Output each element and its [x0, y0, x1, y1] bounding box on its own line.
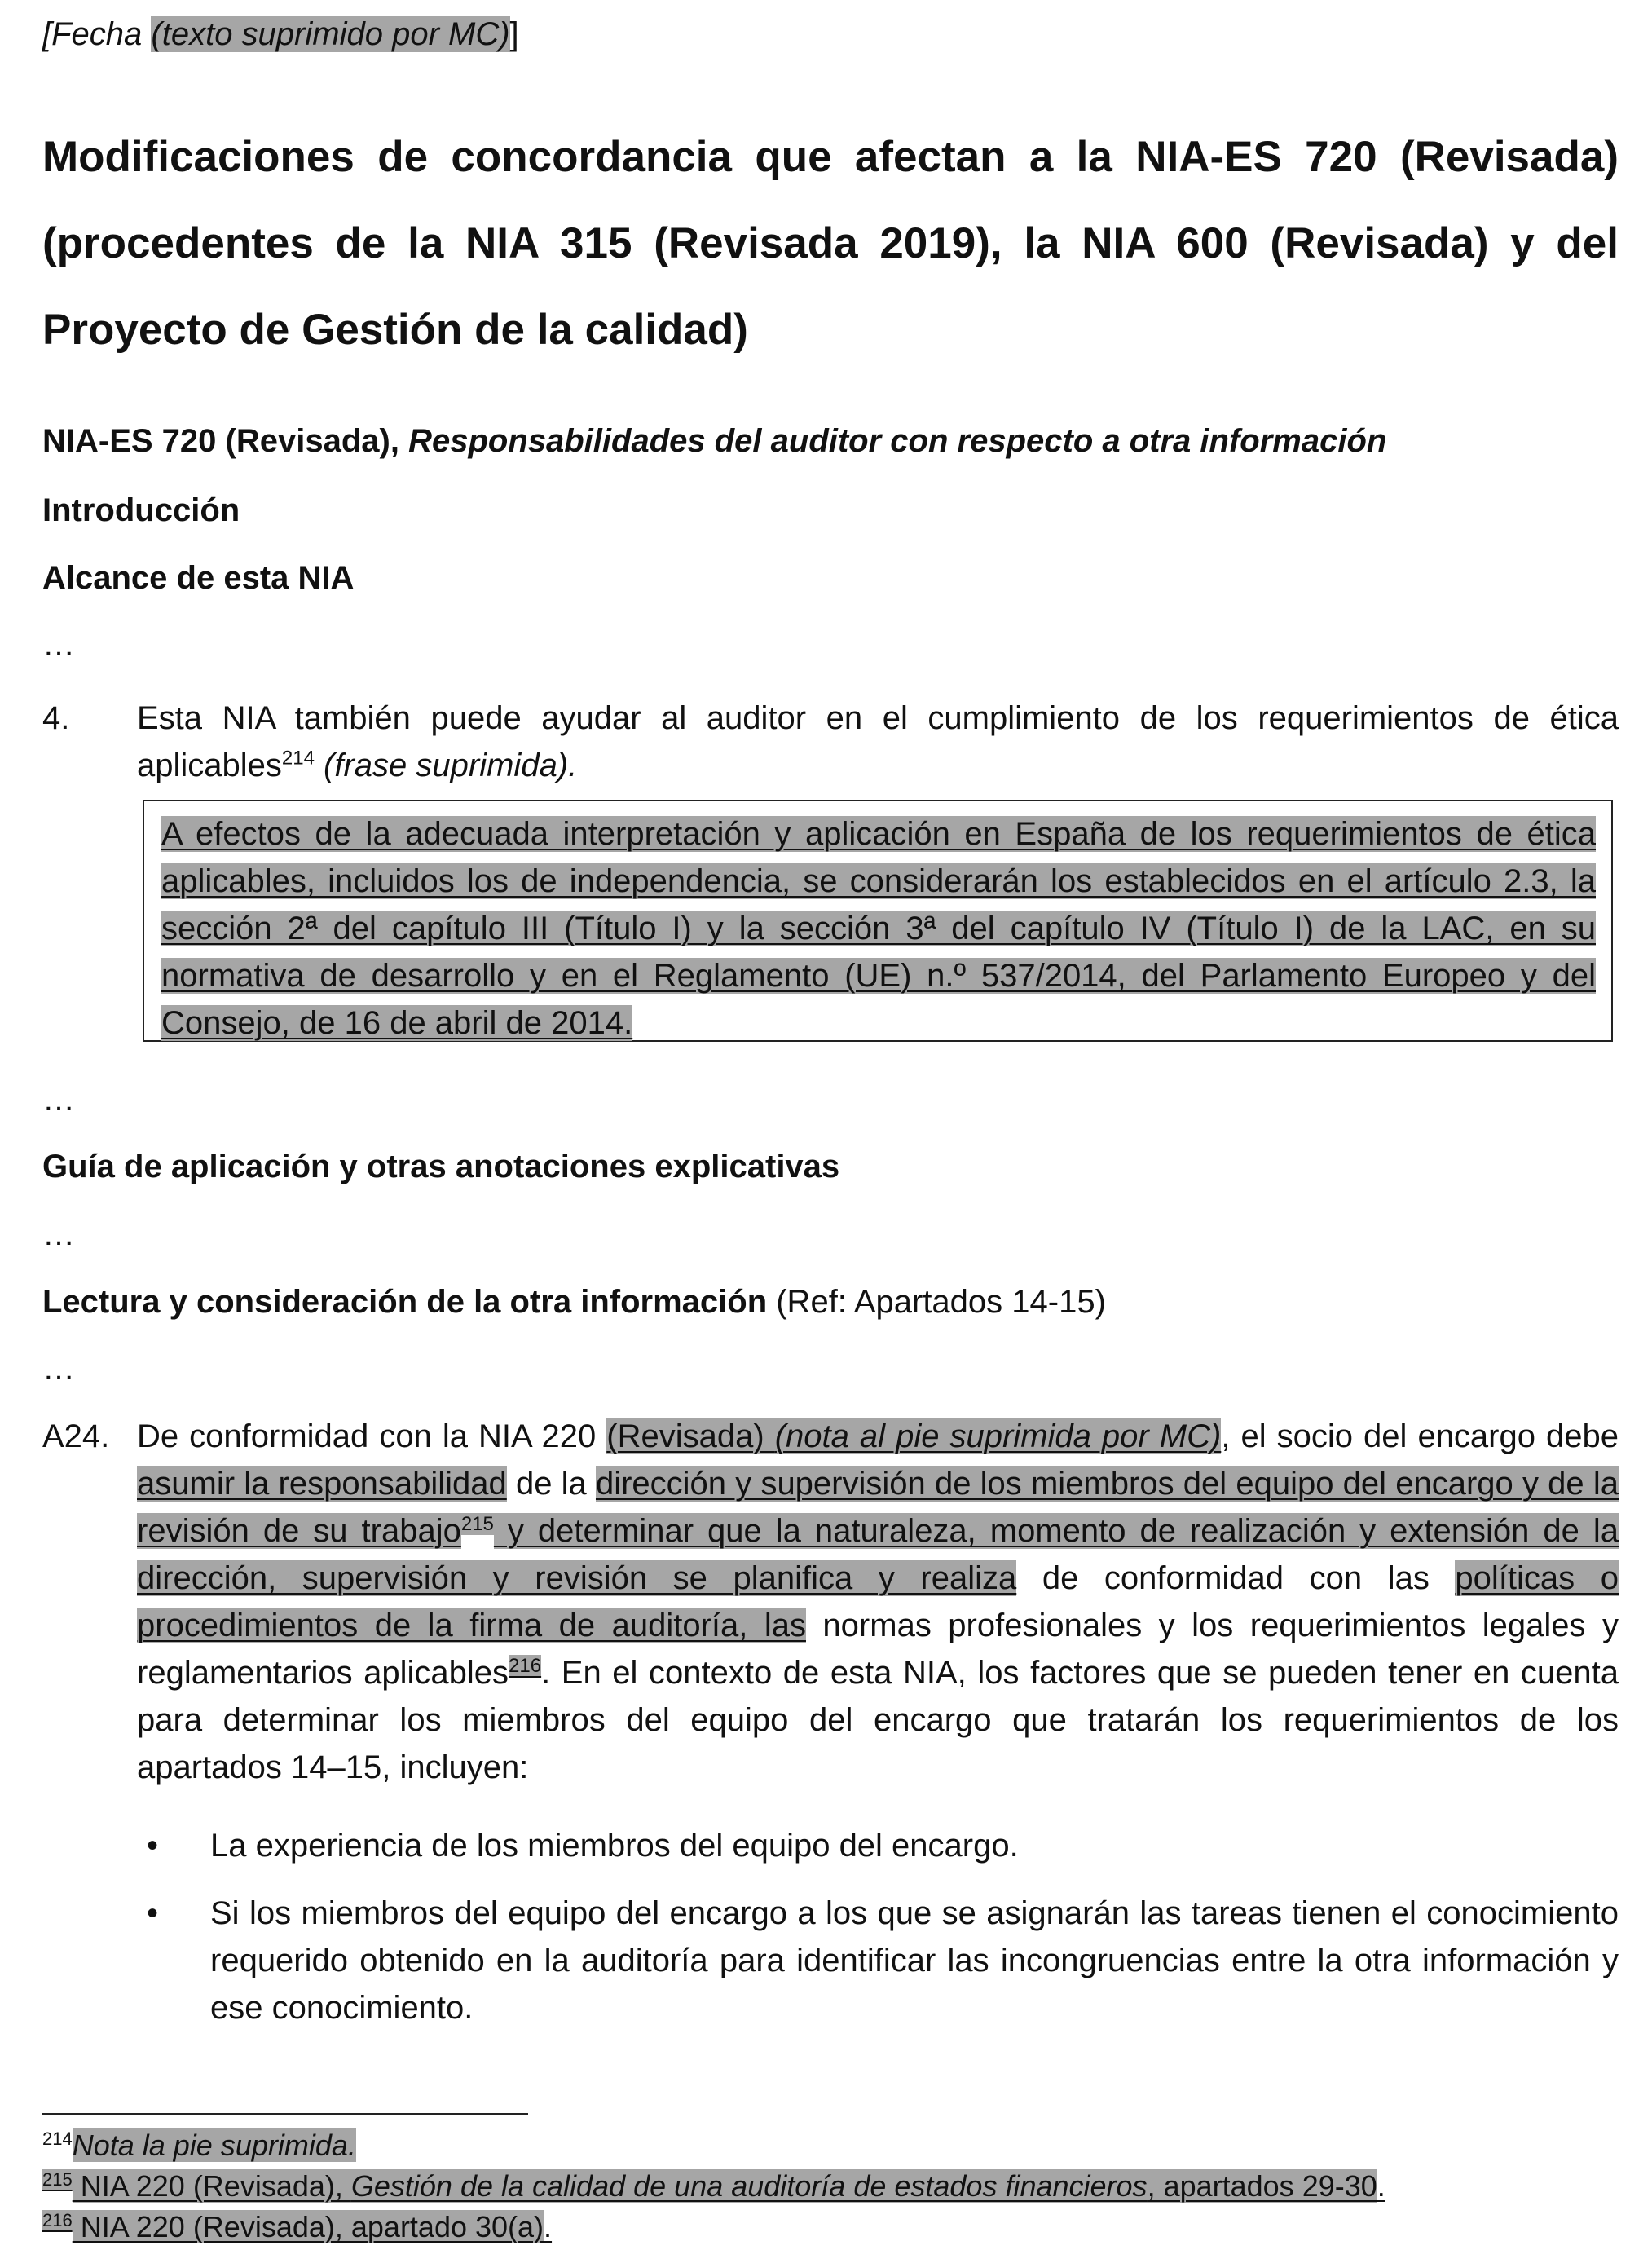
footnote-215 — [42, 2166, 1385, 2207]
a24-highlight: y determinar que la naturaleza, momento de realización y extensión de la dirección, supervisión y revisión se planifica y realiza — [137, 1513, 1619, 1596]
footnote-text: . — [544, 2210, 553, 2243]
footnote-text: Gestión de la calidad de una auditoría de estados financieros — [350, 2169, 1148, 2203]
paragraph-4-suffix: (frase suprimida). — [314, 748, 578, 783]
bullet-icon: • — [147, 1828, 159, 1864]
paragraph-number-4: 4. — [42, 700, 70, 736]
list-item — [137, 1822, 1619, 1869]
reading-heading — [42, 1278, 1106, 1326]
paragraph-a24 — [137, 1413, 1619, 1791]
ellipsis: … — [42, 1216, 75, 1252]
a24-text: de la — [506, 1466, 596, 1502]
reading-heading-ref: (Ref: Apartados 14-15) — [767, 1284, 1106, 1320]
paragraph-number-a24: A24. — [42, 1418, 110, 1454]
spain-note-content: A efectos de la adecuada interpretación y aplicación en España de los requerimientos de ética aplicables, incluidos los de independencia, se considerarán los establecidos en el artículo 2.3, la sección 2ª del capítulo III (Título I) y la sección 3ª del capítulo IV (Título I) de la LAC, en su normativa de desarrollo y en el Reglamento (UE) n.º 537/2014, del Parlamento Europeo y del Consejo, de 16 de abril de 2014. — [161, 816, 1596, 1041]
a24-text: normas profesionales y los requerimientos legales y reglamentarios aplicables — [137, 1608, 1619, 1691]
footnote-ref-216: 216 — [509, 1654, 542, 1677]
list-item — [137, 1890, 1619, 2031]
footnote-text: . — [1377, 2169, 1385, 2203]
a24-text: . En el contexto de esta NIA, los factores que se pueden tener en cuenta para determinar los miembros del equipo del encargo que tratarán los requerimientos de los apartados 14–15, incluyen: — [137, 1655, 1619, 1785]
footnote-number: 214 — [42, 2128, 73, 2149]
scope-heading: Alcance de esta NIA — [42, 560, 355, 596]
spain-note-text — [161, 810, 1596, 1047]
footnote-text: NIA 220 (Revisada), apartado 30(a) — [72, 2210, 544, 2243]
a24-text: De conformidad con la NIA 220 — [137, 1418, 607, 1454]
ellipsis: … — [42, 1351, 75, 1387]
footnote-text: Nota la pie suprimida. — [72, 2128, 356, 2162]
date-suffix: ] — [509, 16, 519, 52]
footnote-text: , apartados 29-30 — [1147, 2169, 1377, 2203]
footnote-214 — [42, 2125, 356, 2166]
standard-heading — [42, 417, 1386, 465]
reading-heading-text: Lectura y consideración de la otra información — [42, 1284, 768, 1320]
standard-code: NIA-ES 720 (Revisada), — [42, 423, 409, 459]
a24-highlight: asumir la responsabilidad — [137, 1466, 507, 1502]
standard-name: Responsabilidades del auditor con respecto a otra información — [408, 423, 1387, 459]
ellipsis: … — [42, 1082, 75, 1118]
footnote-number: 216 — [42, 2210, 73, 2230]
date-suppressed-text: (texto suprimido por MC) — [151, 16, 510, 52]
factors-list — [137, 1822, 1619, 2031]
bullet-icon: • — [147, 1895, 159, 1931]
document-title: Modificaciones de concordancia que afectan a la NIA-ES 720 (Revisada) (procedentes de la NIA 315 (Revisada 2019), la NIA 600 (Revisada) y del Proyecto de Gestión de la calidad) — [42, 133, 1619, 354]
footnote-216 — [42, 2207, 552, 2248]
a24-highlight: (Revisada) — [606, 1418, 775, 1454]
a24-highlight: políticas o procedimientos de la firma de auditoría, las — [137, 1560, 1619, 1643]
footnote-number: 215 — [42, 2169, 73, 2190]
list-item-text: Si los miembros del equipo del encargo a los que se asignarán las tareas tienen el conocimiento requerido obtenido en la auditoría para identificar las incongruencias entre la otra información y ese conocimiento. — [210, 1895, 1619, 2026]
paragraph-4 — [137, 695, 1619, 789]
a24-text: de conformidad con las — [1016, 1560, 1456, 1596]
introduction-heading: Introducción — [42, 492, 240, 528]
paragraph-4-text: Esta NIA también puede ayudar al auditor en el cumplimiento de los requerimientos de ética aplicables — [137, 700, 1619, 783]
application-guide-heading: Guía de aplicación y otras anotaciones explicativas — [42, 1149, 840, 1184]
ellipsis: … — [42, 627, 75, 663]
a24-highlight-note: (nota al pie suprimida por MC) — [774, 1418, 1222, 1454]
footnote-separator — [42, 2113, 528, 2115]
date-line — [42, 10, 519, 59]
footnote-text: NIA 220 (Revisada), — [72, 2169, 351, 2203]
list-item-text: La experiencia de los miembros del equipo del encargo. — [210, 1828, 1019, 1864]
date-prefix: [Fecha — [42, 16, 152, 52]
a24-highlight: dirección y supervisión de los miembros del equipo del encargo y de la revisión de su trabajo — [137, 1466, 1619, 1549]
a24-text: , el socio del encargo debe — [1221, 1418, 1619, 1454]
footnote-ref-215: 215 — [460, 1512, 494, 1535]
footnote-ref-214: 214 — [281, 747, 315, 770]
